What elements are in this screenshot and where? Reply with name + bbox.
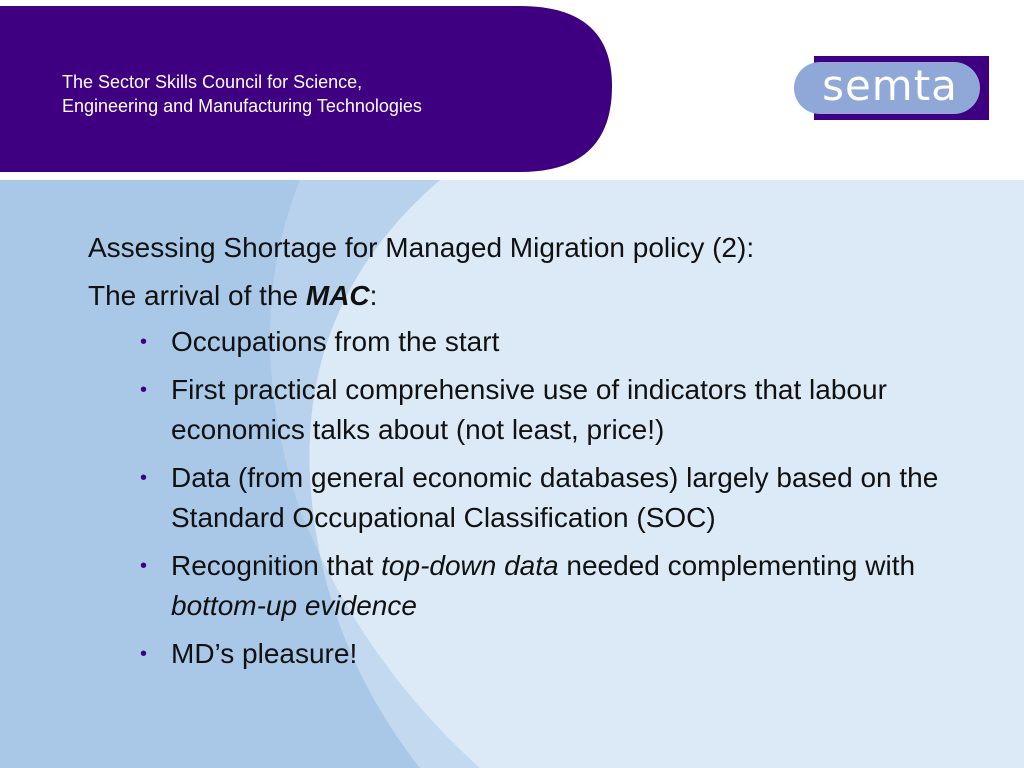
bullet-text-italic2: bottom-up evidence — [171, 590, 417, 621]
bullet-text-part3: needed complementing with — [558, 550, 916, 581]
bullet-item — [88, 322, 958, 362]
header-title-line1: The Sector Skills Council for Science, — [62, 72, 363, 92]
bullet-item — [88, 634, 958, 674]
bullet-text: Occupations from the start — [171, 326, 500, 357]
bullet-item — [88, 458, 958, 538]
bullet-icon: • — [140, 379, 148, 401]
bullet-item — [88, 546, 958, 626]
header-title-line2: Engineering and Manufacturing Technologies — [62, 96, 422, 116]
bullet-icon: • — [140, 331, 148, 353]
bullet-text: Data (from general economic databases) largely based on the Standard Occupational Classification (SOC) — [171, 462, 939, 533]
heading-line2-emphasis: MAC — [305, 280, 370, 311]
bullet-icon: • — [140, 555, 148, 577]
bullet-list — [88, 322, 958, 674]
header-title — [62, 70, 422, 118]
bullet-text: First practical comprehensive use of indicators that labour economics talks about (not least, price!) — [171, 374, 887, 445]
semta-logo-text: semta — [822, 61, 958, 110]
heading-line2-prefix: The arrival of the — [88, 280, 306, 311]
bullet-text-part1: Recognition that — [171, 550, 382, 581]
heading-line2 — [88, 276, 958, 316]
bullet-item — [88, 370, 958, 450]
heading-line2-suffix: : — [369, 280, 378, 311]
slide-content — [88, 228, 958, 682]
bullet-icon: • — [140, 643, 148, 665]
bullet-icon: • — [140, 467, 148, 489]
bullet-text-italic1: top-down data — [381, 550, 559, 581]
heading-line1: Assessing Shortage for Managed Migration policy (2): — [88, 232, 755, 263]
bullet-text: MD’s pleasure! — [171, 638, 358, 669]
